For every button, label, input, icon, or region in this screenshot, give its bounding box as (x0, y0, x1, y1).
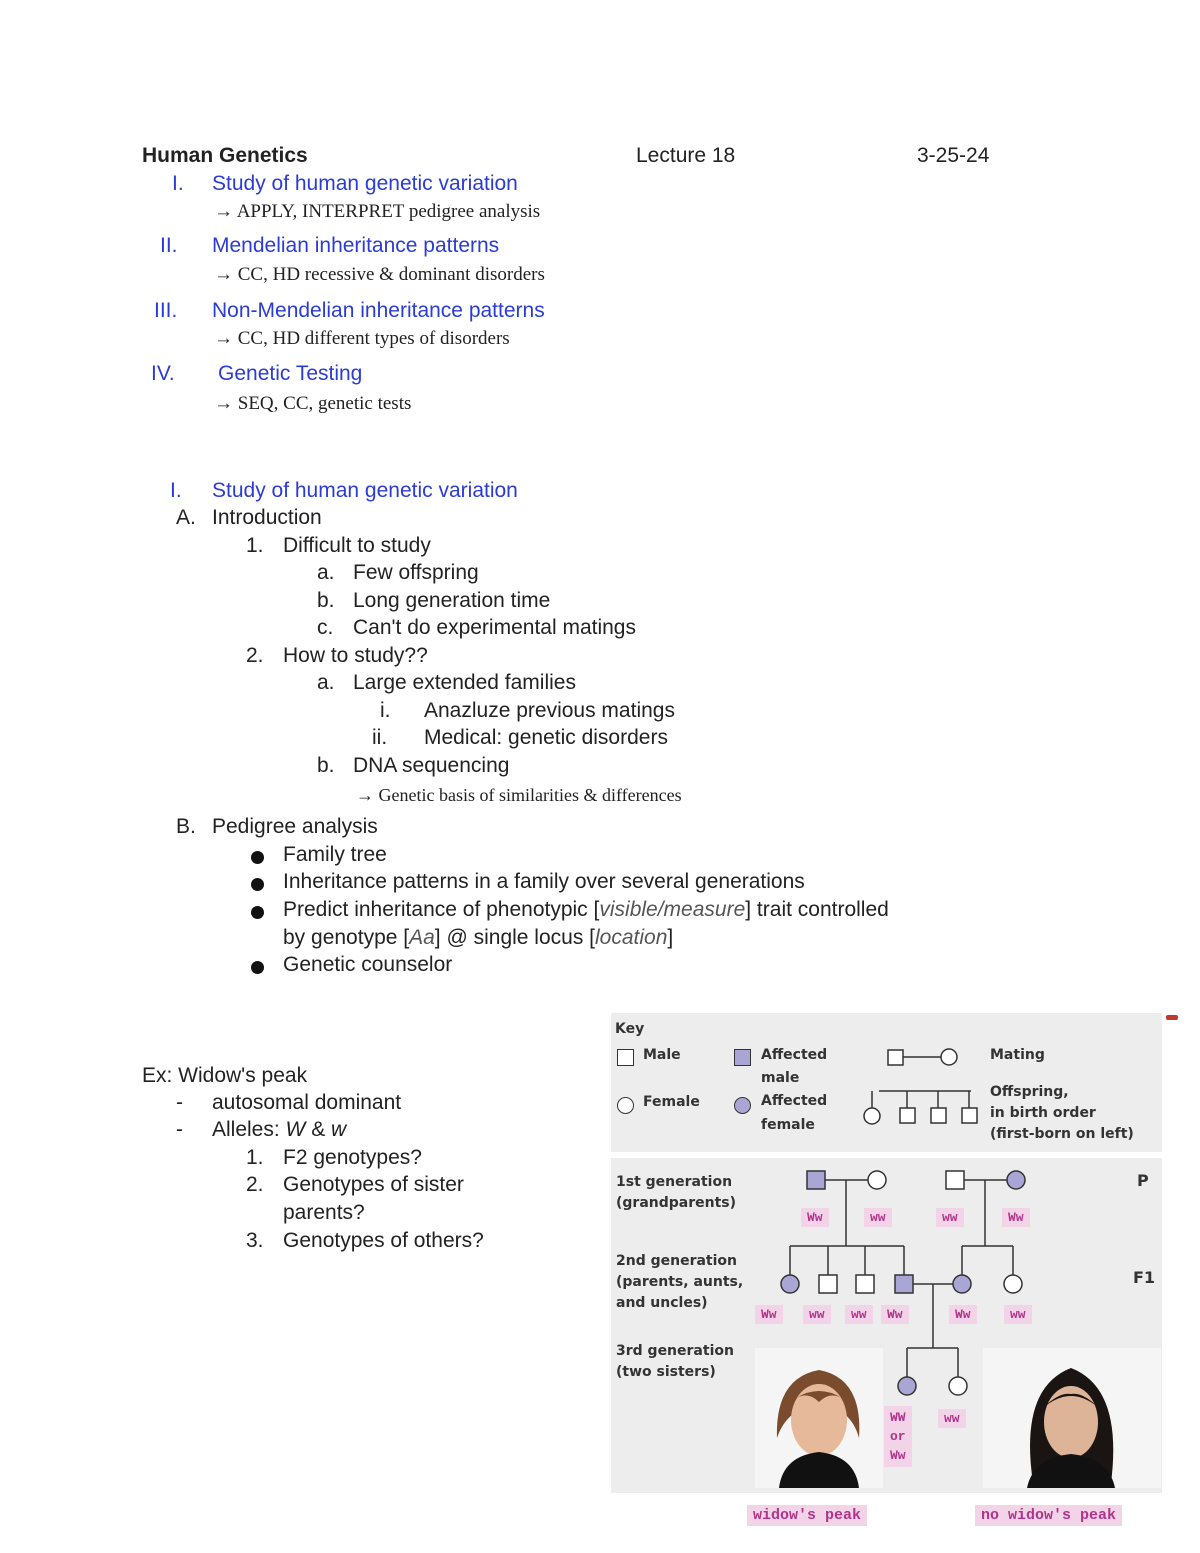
section-num: I. (170, 479, 182, 502)
genotype-label: Ww (881, 1305, 909, 1324)
list-roman: ii. (372, 726, 388, 749)
example-title: Ex: Widow's peak (142, 1064, 308, 1087)
outline-note: → CC, HD recessive & dominant disorders (214, 264, 545, 285)
caption-no-widows-peak: no widow's peak (975, 1505, 1122, 1526)
list-letter: b. (317, 589, 335, 612)
generation-P: P (1137, 1171, 1149, 1190)
gen-label: (two sisters) (616, 1364, 716, 1380)
list-num: 1. (246, 534, 264, 557)
outline-note: → APPLY, INTERPRET pedigree analysis (214, 201, 541, 222)
list-num: 1. (246, 1146, 264, 1169)
subsection-label: B. (176, 815, 196, 838)
list-item: DNA sequencing (353, 754, 510, 777)
genotype-label: ww (864, 1208, 892, 1227)
question-cont: parents? (283, 1201, 365, 1224)
key-label: in birth order (990, 1105, 1096, 1121)
gen-label: (grandparents) (616, 1195, 737, 1211)
dash: - (176, 1091, 183, 1114)
photo-sister-widows-peak (755, 1348, 883, 1488)
list-note: → Genetic basis of similarities & differences (356, 785, 682, 805)
caption-widows-peak: widow's peak (747, 1505, 867, 1526)
bullet-item: Genetic counselor (283, 953, 453, 976)
dash: - (176, 1118, 183, 1141)
photo-sister-no-widows-peak (983, 1348, 1161, 1488)
question: F2 genotypes? (283, 1146, 422, 1169)
example-item: Alleles: W & w (212, 1118, 347, 1141)
genotype-label: Ww (949, 1305, 977, 1324)
list-item: Can't do experimental matings (353, 616, 636, 639)
list-item: Large extended families (353, 671, 576, 694)
page-title: Human Genetics (142, 144, 308, 167)
pedigree-chart (611, 1158, 1162, 1493)
list-letter: a. (317, 671, 335, 694)
gen-label: 2nd generation (616, 1253, 738, 1269)
key-label: Female (643, 1094, 700, 1110)
genotype-label: ww (938, 1409, 966, 1428)
gen-label: 3rd generation (616, 1343, 734, 1359)
key-label: Affected (761, 1047, 828, 1063)
genotype-label: Ww (1002, 1208, 1030, 1227)
list-letter: b. (317, 754, 335, 777)
outline-num: I. (172, 172, 184, 195)
bullet-item: Inheritance patterns in a family over several generations (283, 870, 805, 893)
list-roman: i. (380, 699, 391, 722)
margin-mark (1166, 1015, 1178, 1020)
outline-title: Study of human genetic variation (212, 172, 518, 195)
gen-label: and uncles) (616, 1295, 708, 1311)
list-letter: c. (317, 616, 334, 639)
list-item: Difficult to study (283, 534, 431, 557)
subsection-title: Introduction (212, 506, 322, 529)
bullet (251, 961, 264, 974)
outline-note: → SEQ, CC, genetic tests (214, 393, 412, 414)
subsection-title: Pedigree analysis (212, 815, 378, 838)
genotype-label: ww (936, 1208, 964, 1227)
genotype-label: ww (845, 1305, 873, 1324)
section-title: Study of human genetic variation (212, 479, 518, 502)
example-item: autosomal dominant (212, 1091, 402, 1114)
genotype-label: Ww (801, 1208, 829, 1227)
outline-title: Genetic Testing (218, 362, 363, 385)
key-label: Affected (761, 1093, 828, 1109)
lecture-number: Lecture 18 (636, 144, 736, 167)
bullet (251, 878, 264, 891)
question: Genotypes of sister (283, 1173, 464, 1196)
genotype-label: ww (803, 1305, 831, 1324)
lecture-date: 3-25-24 (917, 144, 990, 167)
list-item: Anazluze previous matings (424, 699, 675, 722)
bullet-item-cont: by genotype [Aa] @ single locus [location] (283, 926, 674, 949)
list-num: 2. (246, 644, 264, 667)
gen-label: (parents, aunts, (616, 1274, 744, 1290)
genotype-label: ww (1004, 1305, 1032, 1324)
bullet (251, 906, 264, 919)
genotype-label: WW or Ww (884, 1406, 912, 1467)
list-num: 2. (246, 1173, 264, 1196)
question: Genotypes of others? (283, 1229, 484, 1252)
key-title: Key (615, 1021, 645, 1037)
key-label: male (761, 1070, 800, 1086)
gen-label: 1st generation (616, 1174, 733, 1190)
outline-note: → CC, HD different types of disorders (214, 328, 510, 349)
key-label: (first-born on left) (990, 1126, 1134, 1142)
bullet-item: Family tree (283, 843, 387, 866)
outline-num: III. (154, 299, 178, 322)
list-letter: a. (317, 561, 335, 584)
bullet-item: Predict inheritance of phenotypic [visible/measure] trait controlled (283, 898, 889, 921)
list-item: Long generation time (353, 589, 551, 612)
list-item: Medical: genetic disorders (424, 726, 668, 749)
key-label: female (761, 1117, 815, 1133)
subsection-label: A. (176, 506, 196, 529)
list-num: 3. (246, 1229, 264, 1252)
outline-num: IV. (151, 362, 175, 385)
list-item: How to study?? (283, 644, 428, 667)
pedigree-key (611, 1013, 1162, 1152)
outline-title: Mendelian inheritance patterns (212, 234, 500, 257)
outline-num: II. (160, 234, 178, 257)
bullet (251, 851, 264, 864)
key-label: Offspring, (990, 1084, 1069, 1100)
outline-title: Non-Mendelian inheritance patterns (212, 299, 545, 322)
key-label: Male (643, 1047, 681, 1063)
generation-F1: F1 (1133, 1268, 1156, 1287)
key-label: Mating (990, 1047, 1045, 1063)
list-item: Few offspring (353, 561, 479, 584)
genotype-label: Ww (755, 1305, 783, 1324)
